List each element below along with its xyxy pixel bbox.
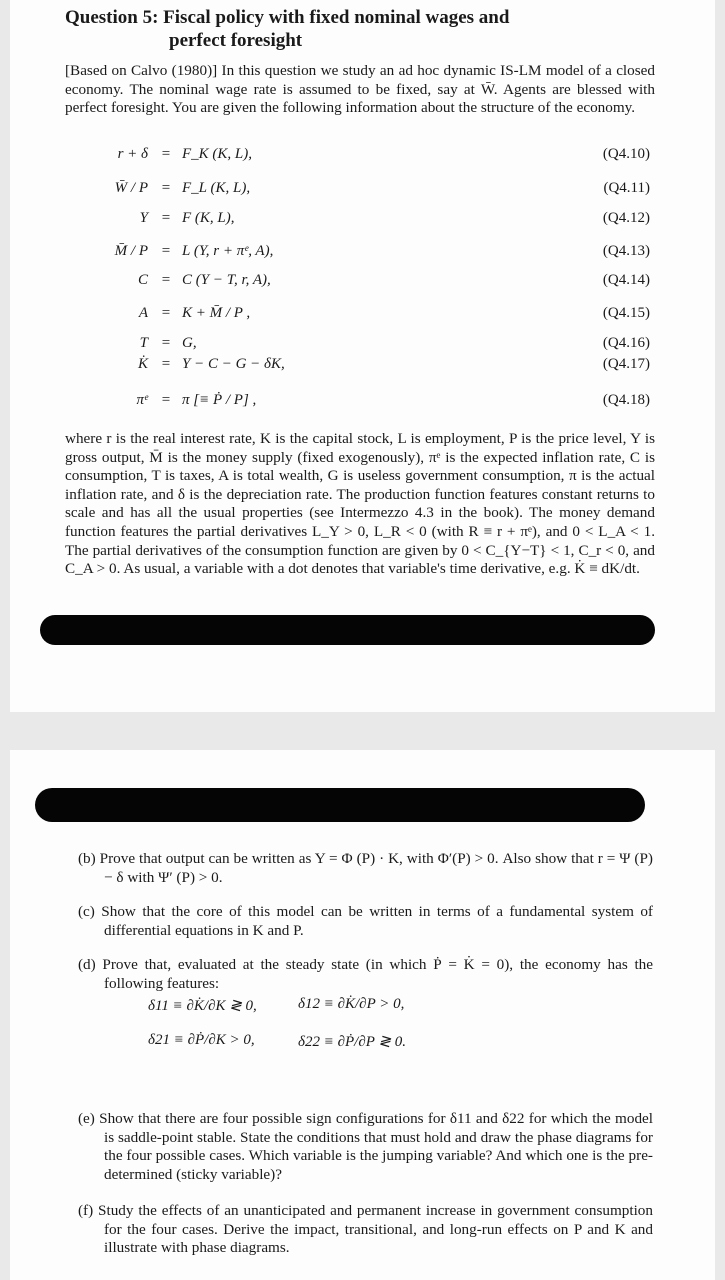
equation-row: M̄ / P = L (Y, r + πᵉ, A), (Q4.13) xyxy=(114,243,650,259)
equation-row: C = C (Y − T, r, A), (Q4.14) xyxy=(137,272,650,288)
title-line-2: perfect foresight xyxy=(169,30,303,51)
equation-row: πᵉ = π [≡ Ṗ / P] , (Q4.18) xyxy=(136,392,650,408)
steady-state-derivatives xyxy=(148,980,468,1060)
intro-paragraph: [Based on Calvo (1980)] In this question we study an ad hoc dynamic IS-LM model of a closed economy. The nominal wage rate is assumed to be fixed, say at W̄. Agents are blessed with perfect foresight. You are given the following information about the structure of the economy. xyxy=(65,62,655,117)
redaction-bar xyxy=(40,615,655,645)
question-part-b: (b) Prove that output can be written as Y = Φ (P) · K, with Φ′(P) > 0. Also show that r = Ψ (P) − δ with Ψ′ (P) > 0. xyxy=(78,850,653,886)
title-line-1: Question 5: Fiscal policy with fixed nominal wages and xyxy=(65,7,510,28)
equation-row: T = G, (Q4.16) xyxy=(139,335,650,351)
question-title xyxy=(65,6,665,52)
delta-11: δ11 ≡ ∂K̇/∂K ≷ 0, xyxy=(148,998,257,1014)
equation-row: W̄ / P = F_L (K, L), (Q4.11) xyxy=(114,180,650,196)
equation-row: Y = F (K, L), (Q4.12) xyxy=(139,210,650,226)
question-part-e: (e) Show that there are four possible sign configurations for δ11 and δ22 for which the model is saddle-point stable. State the conditions that must hold and draw the phase diagrams for the four possible cases. Which variable is the jumping variable? And which one is the pre-determined (sticky variable)? xyxy=(78,1110,653,1183)
question-part-c: (c) Show that the core of this model can be written in terms of a fundamental system of differential equations in K and P. xyxy=(78,903,653,939)
question-part-f: (f) Study the effects of an unanticipated and permanent increase in government consumption for the four cases. Derive the impact, transitional, and long-run effects on P and K and illustrate with phase diagrams. xyxy=(78,1202,653,1257)
equation-row: K̇ = Y − C − G − δK, (Q4.17) xyxy=(137,356,650,372)
delta-12: δ12 ≡ ∂K̇/∂P > 0, xyxy=(298,996,405,1012)
delta-22: δ22 ≡ ∂Ṗ/∂P ≷ 0. xyxy=(298,1034,406,1050)
delta-21: δ21 ≡ ∂Ṗ/∂K > 0, xyxy=(148,1032,255,1048)
question-part-d: (d) Prove that, evaluated at the steady state (in which Ṗ = K̇ = 0), the economy has the following features: xyxy=(78,956,653,992)
document-page-1 xyxy=(10,0,715,712)
definitions-paragraph: where r is the real interest rate, K is the capital stock, L is employment, P is the price level, Y is gross output, M̄ is the money supply (fixed exogenously), πᵉ is the expected inflation rate, C is consumption, T is taxes, A is total wealth, G is useless government consumption, π is the actual inflation rate, and δ is the depreciation rate. The production function features constant returns to scale and has all the usual properties (see Intermezzo 4.3 in the book). The money demand function features the partial derivatives L_Y > 0, L_R < 0 (with R ≡ r + πᵉ), and 0 < L_A < 1. The partial derivatives of the consumption function are given by 0 < C_{Y−T} < 1, C_r < 0, and C_A > 0. As usual, a variable with a dot denotes that variable's time derivative, e.g. K̇ ≡ dK/dt. xyxy=(65,430,655,578)
equation-row: A = K + M̄ / P , (Q4.15) xyxy=(138,305,650,321)
equation-row: r + δ = F_K (K, L), (Q4.10) xyxy=(117,146,650,162)
document-page-2 xyxy=(10,750,715,1280)
redaction-bar xyxy=(35,788,645,822)
